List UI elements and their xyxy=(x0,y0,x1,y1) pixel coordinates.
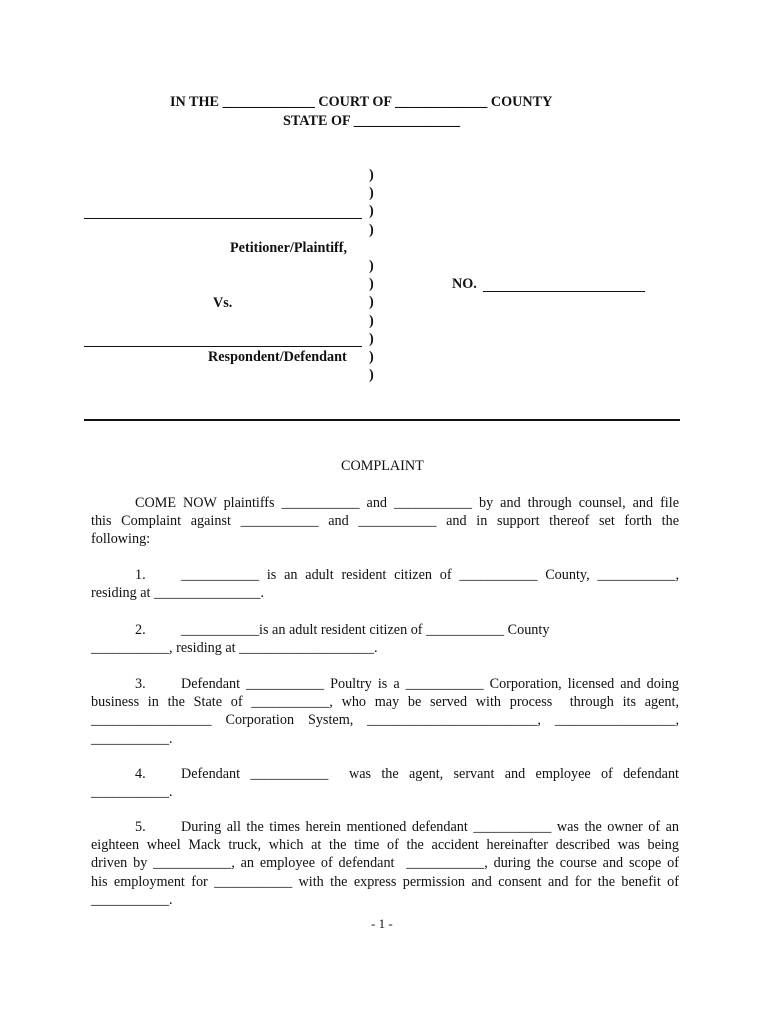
paragraph-line: ___________. xyxy=(91,891,173,908)
intro-line: following: xyxy=(91,531,151,548)
paragraph-line: business in the State of ___________, who may be served with process through its agent, xyxy=(91,694,679,711)
paren: ) xyxy=(369,222,374,238)
paren: ) xyxy=(369,331,374,347)
numbered-paragraph-3 xyxy=(91,675,679,748)
paragraph-number: 1. xyxy=(135,567,146,583)
paren: ) xyxy=(369,294,374,310)
numbered-paragraph-1 xyxy=(91,566,679,602)
paragraph-line: his employment for ___________ with the express permission and consent and for the benefit of xyxy=(91,873,679,890)
paren: ) xyxy=(369,203,374,219)
document-title: COMPLAINT xyxy=(341,458,424,474)
numbered-paragraph-2 xyxy=(91,621,679,657)
paragraph-line: ___________is an adult resident citizen of ___________ County xyxy=(181,622,550,638)
petitioner-label: Petitioner/Plaintiff, xyxy=(230,240,348,256)
paren: ) xyxy=(369,167,374,183)
paragraph-number: 2. xyxy=(135,622,146,638)
numbered-paragraph-4 xyxy=(91,765,679,801)
paren: ) xyxy=(369,258,374,274)
paragraph-number: 5. xyxy=(135,819,146,835)
state-line: STATE OF _______________ xyxy=(283,113,461,129)
paragraph-number: 3. xyxy=(135,676,146,692)
paragraph-line: During all the times herein mentioned defendant ___________ was the owner of an xyxy=(181,819,679,835)
respondent-name-blank[interactable] xyxy=(84,346,362,347)
intro-line: COME NOW plaintiffs ___________ and ___________ by and through counsel, and file xyxy=(135,495,679,511)
paragraph-line: Defendant ___________ was the agent, servant and employee of defendant xyxy=(181,766,679,782)
paragraph-line: eighteen wheel Mack truck, which at the time of the accident hereinafter described was being xyxy=(91,837,679,854)
paragraph-line: ___________. xyxy=(91,784,173,801)
paragraph-line: driven by ___________, an employee of defendant ___________, during the course and scope of xyxy=(91,855,679,872)
paragraph-line: ___________, residing at ___________________. xyxy=(91,640,378,657)
paren: ) xyxy=(369,185,374,201)
paren: ) xyxy=(369,313,374,329)
paragraph-line: Defendant ___________ Poultry is a ___________ Corporation, licensed and doing xyxy=(181,676,679,692)
paren: ) xyxy=(369,367,374,383)
numbered-paragraph-5 xyxy=(91,818,679,909)
paragraph-line: _________________ Corporation System, ________________________, _________________, xyxy=(91,712,679,729)
versus-label: Vs. xyxy=(213,295,233,311)
paragraph-line: ___________ is an adult resident citizen of ___________ County, ___________, xyxy=(181,567,679,583)
intro-paragraph xyxy=(91,494,679,549)
petitioner-name-blank[interactable] xyxy=(84,218,362,219)
court-line: IN THE _____________ COURT OF _____________ COUNTY xyxy=(170,94,553,110)
paragraph-line: residing at _______________. xyxy=(91,585,264,602)
caption-divider xyxy=(84,419,680,421)
paren: ) xyxy=(369,349,374,365)
respondent-label: Respondent/Defendant xyxy=(208,349,347,365)
case-number-blank[interactable] xyxy=(483,291,645,292)
paragraph-number: 4. xyxy=(135,766,146,782)
case-number-label: NO. xyxy=(452,276,477,292)
paren: ) xyxy=(369,276,374,292)
paragraph-line: ___________. xyxy=(91,730,173,747)
page-number: - 1 - xyxy=(371,916,393,931)
intro-line: this Complaint against ___________ and ___________ and in support thereof set forth the xyxy=(91,513,679,530)
